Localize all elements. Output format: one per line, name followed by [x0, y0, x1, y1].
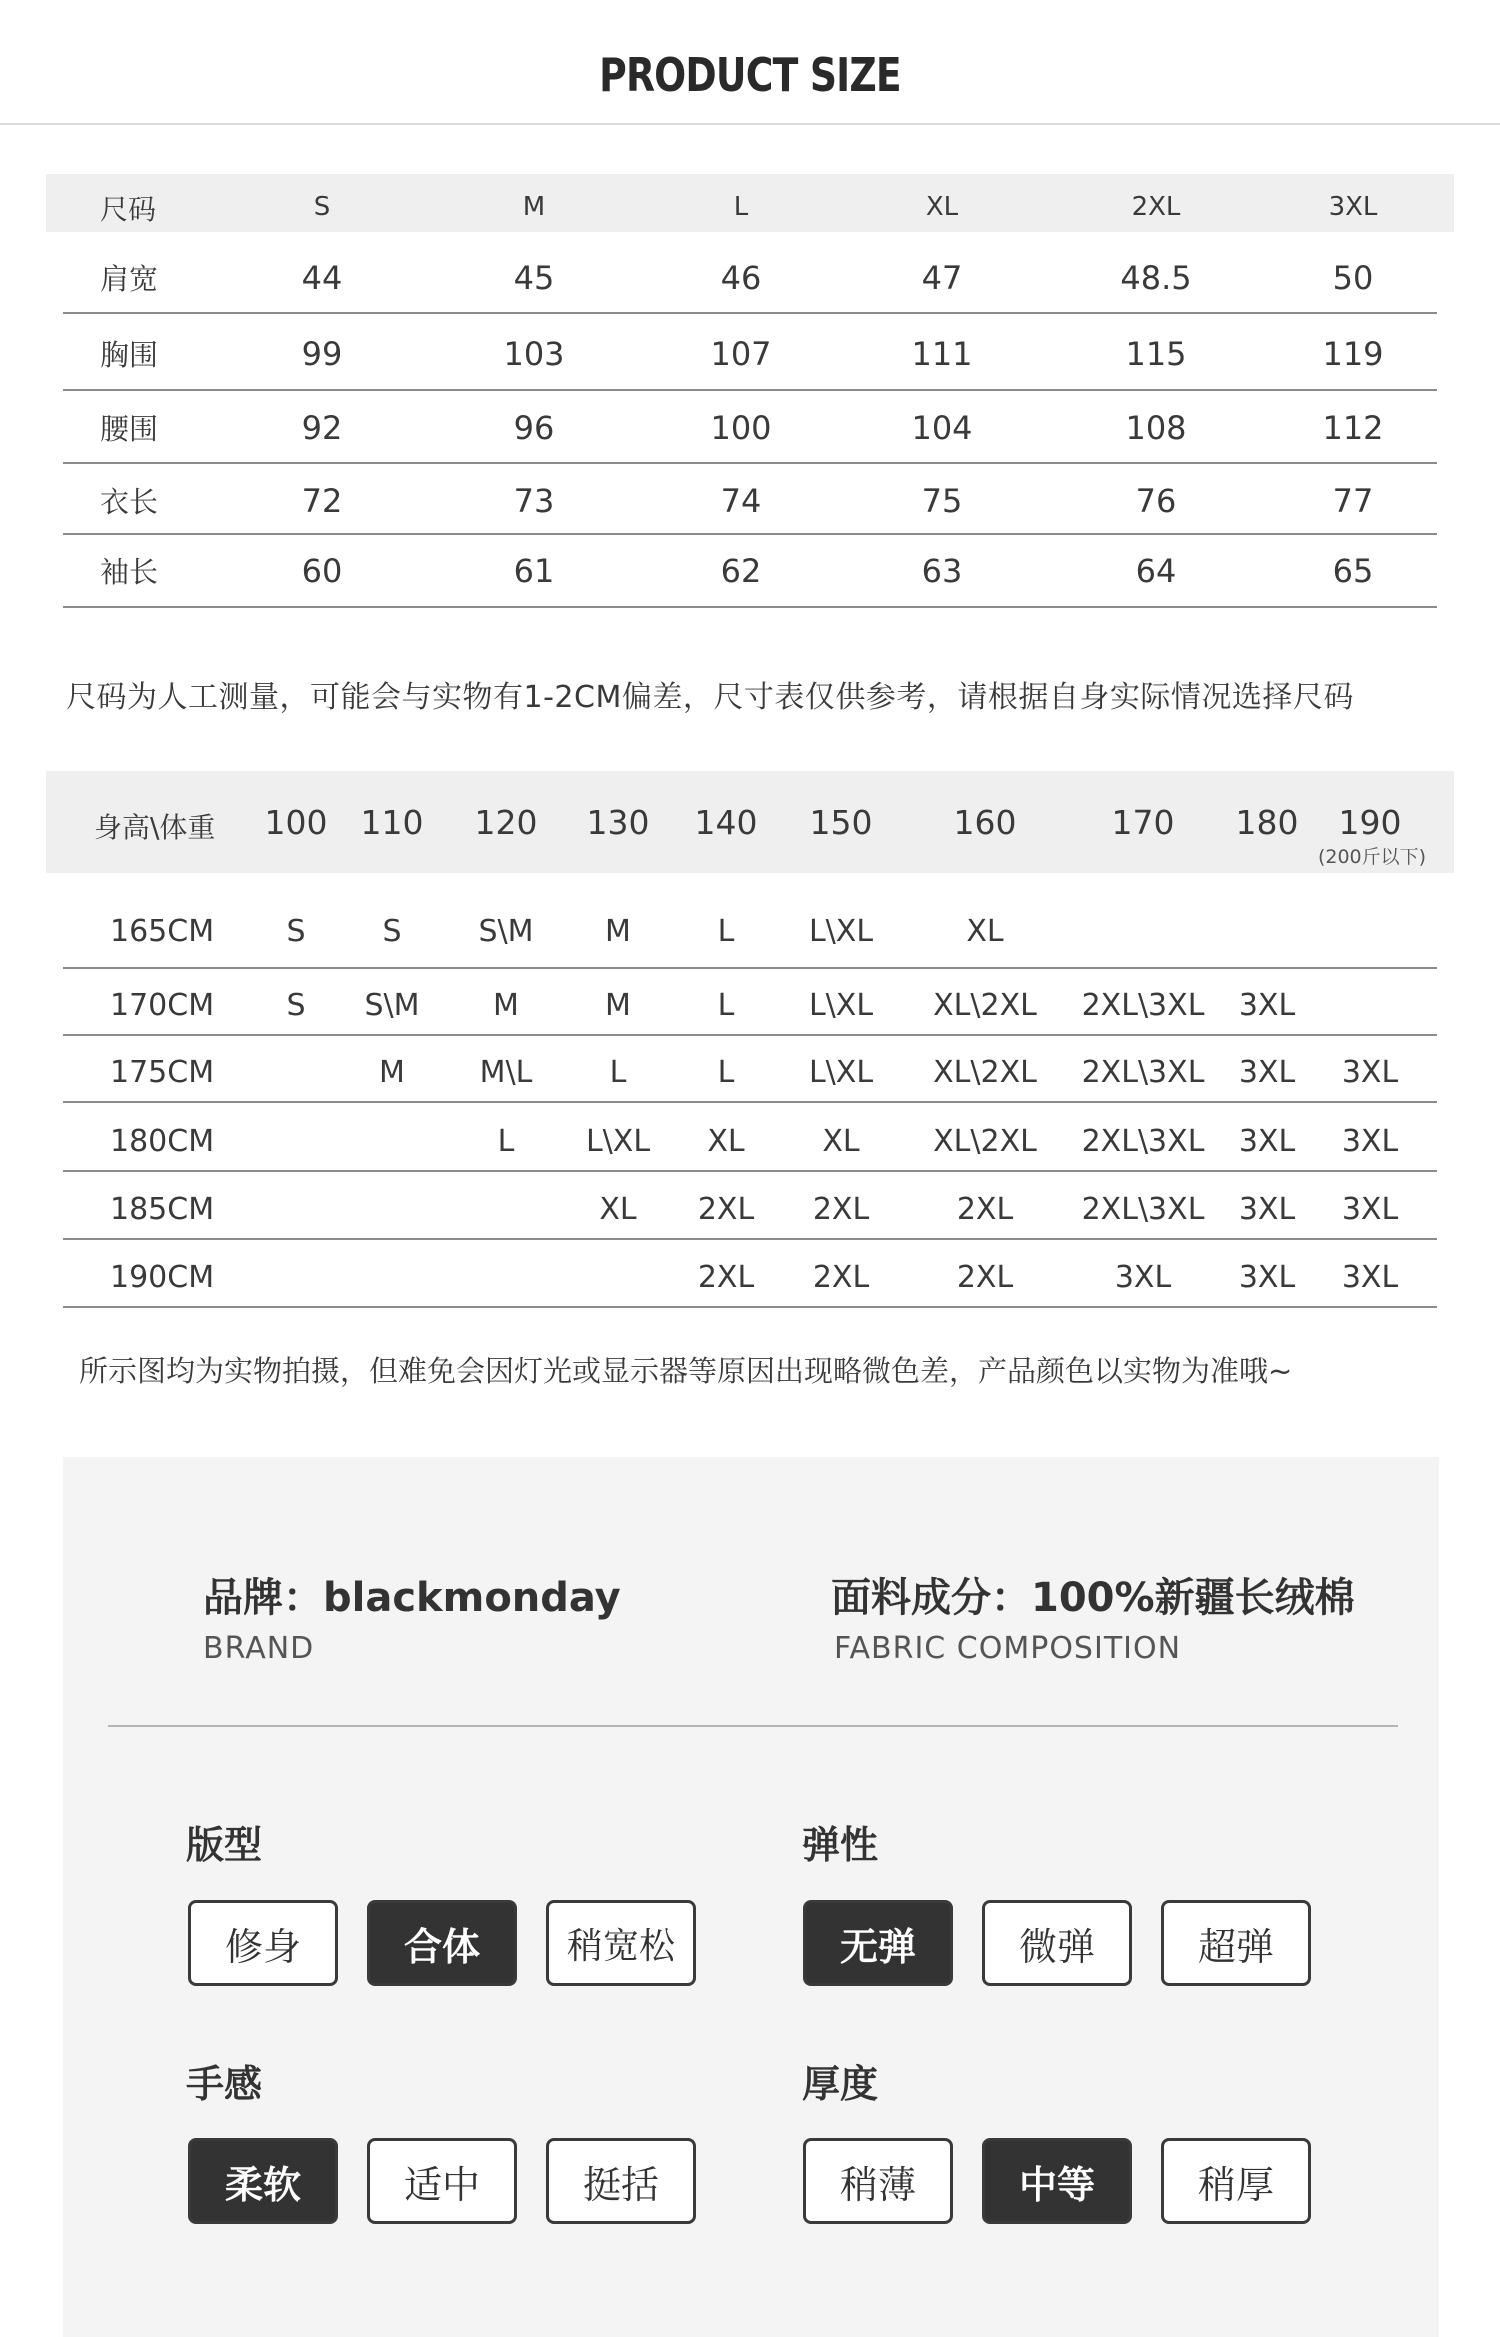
fit-size-cell: XL\2XL — [933, 1055, 1037, 1090]
fit-size-cell: L\XL — [808, 1055, 874, 1090]
weight-header-cell: 140 — [694, 803, 758, 842]
attribute-option-无弹: 无弹 — [803, 1900, 953, 1986]
attribute-option-稍厚: 稍厚 — [1161, 2138, 1311, 2224]
fit-size-cell: L\XL — [585, 1124, 651, 1159]
fit-size-cell: 2XL\3XL — [1081, 1192, 1205, 1227]
size-header-cell: M — [522, 192, 546, 222]
size-cell: 104 — [911, 409, 973, 447]
attribute-option-稍宽松: 稍宽松 — [546, 1900, 696, 1986]
size-cell: 100 — [710, 409, 772, 447]
fit-size-cell: 3XL — [1341, 1055, 1399, 1090]
fit-size-cell: M — [605, 988, 631, 1023]
fit-size-cell: 2XL\3XL — [1081, 1055, 1205, 1090]
size-cell: 96 — [513, 409, 555, 447]
size-cell: 61 — [513, 552, 555, 590]
weight-header-cell: 170 — [1111, 803, 1175, 842]
fit-size-cell: L — [609, 1055, 627, 1090]
attribute-option-修身: 修身 — [188, 1900, 338, 1986]
title-divider — [0, 123, 1500, 125]
size-cell: 48.5 — [1120, 259, 1192, 297]
height-row-label: 180CM — [110, 1124, 215, 1159]
fit-size-cell: 2XL — [812, 1192, 870, 1227]
size-row-label: 袖长 — [100, 555, 159, 589]
table-rule — [63, 967, 1437, 969]
size-cell: 99 — [301, 335, 343, 373]
size-cell: 63 — [921, 552, 963, 590]
table-rule — [63, 1306, 1437, 1308]
size-row-label: 肩宽 — [100, 262, 159, 296]
height-row-label: 190CM — [110, 1260, 215, 1295]
size-row-label: 衣长 — [100, 485, 159, 519]
fit-size-cell: 2XL\3XL — [1081, 1124, 1205, 1159]
fit-size-cell: S — [286, 988, 306, 1023]
table-rule — [63, 606, 1437, 608]
attribute-option-超弹: 超弹 — [1161, 1900, 1311, 1986]
table-rule — [63, 462, 1437, 464]
size-cell: 50 — [1332, 259, 1374, 297]
page-title: PRODUCT SIZE — [599, 48, 901, 102]
fit-size-cell: 3XL — [1114, 1260, 1172, 1295]
fit-size-cell: M — [379, 1055, 405, 1090]
size-cell: 92 — [301, 409, 343, 447]
table-rule — [63, 312, 1437, 314]
table-rule — [63, 1238, 1437, 1240]
height-row-label: 175CM — [110, 1055, 215, 1090]
size-cell: 75 — [921, 482, 963, 520]
fit-size-cell: M — [493, 988, 519, 1023]
attribute-option-挺括: 挺括 — [546, 2138, 696, 2224]
weight-header-cell: 150 — [809, 803, 873, 842]
fit-size-cell: XL — [599, 1192, 637, 1227]
fabric-en-label: FABRIC COMPOSITION — [834, 1631, 1182, 1666]
attribute-option-合体: 合体 — [367, 1900, 517, 1986]
table-rule — [63, 1101, 1437, 1103]
fit-size-cell: M\L — [479, 1055, 533, 1090]
height-row-label: 170CM — [110, 988, 215, 1023]
attribute-option-柔软: 柔软 — [188, 2138, 338, 2224]
fit-size-cell: 3XL — [1238, 1124, 1296, 1159]
info-divider — [108, 1725, 1398, 1727]
photo-note: 所示图均为实物拍摄，但难免会因灯光或显示器等原因出现略微色差，产品颜色以实物为准哦~ — [79, 1354, 1293, 1388]
fit-size-cell: 3XL — [1341, 1124, 1399, 1159]
size-cell: 115 — [1125, 335, 1187, 373]
fit-size-cell: S\M — [478, 914, 534, 949]
fit-size-cell: L — [717, 988, 735, 1023]
table-rule — [63, 389, 1437, 391]
size-table-header — [46, 174, 1454, 232]
fit-size-cell: L\XL — [808, 988, 874, 1023]
weight-header-cell: 130 — [586, 803, 650, 842]
fit-size-cell: M — [605, 914, 631, 949]
weight-header-cell: 190 — [1338, 803, 1402, 842]
attribute-option-微弹: 微弹 — [982, 1900, 1132, 1986]
fit-size-cell: 3XL — [1341, 1260, 1399, 1295]
size-cell: 72 — [301, 482, 343, 520]
fit-size-cell: XL — [822, 1124, 860, 1159]
size-header-cell: XL — [925, 192, 959, 222]
fit-size-cell: S\M — [364, 988, 420, 1023]
fit-size-cell: 2XL — [956, 1192, 1014, 1227]
attribute-title: 手感 — [186, 2062, 263, 2106]
attribute-title: 弹性 — [802, 1823, 879, 1867]
size-table-corner: 尺码 — [100, 193, 157, 226]
size-header-cell: 2XL — [1131, 192, 1181, 222]
fit-size-cell: 3XL — [1341, 1192, 1399, 1227]
fit-size-cell: XL\2XL — [933, 988, 1037, 1023]
attribute-title: 版型 — [186, 1823, 263, 1867]
size-cell: 65 — [1332, 552, 1374, 590]
size-cell: 44 — [301, 259, 343, 297]
size-header-cell: 3XL — [1328, 192, 1378, 222]
attribute-option-稍薄: 稍薄 — [803, 2138, 953, 2224]
fit-size-cell: L — [717, 914, 735, 949]
size-cell: 77 — [1332, 482, 1374, 520]
fit-size-cell: 3XL — [1238, 988, 1296, 1023]
size-header-cell: S — [313, 192, 331, 222]
size-cell: 76 — [1135, 482, 1177, 520]
size-cell: 119 — [1322, 335, 1384, 373]
size-cell: 103 — [503, 335, 565, 373]
size-cell: 45 — [513, 259, 555, 297]
fit-size-cell: S — [286, 914, 306, 949]
size-cell: 62 — [720, 552, 762, 590]
fit-size-cell: 2XL\3XL — [1081, 988, 1205, 1023]
fit-size-cell: 3XL — [1238, 1055, 1296, 1090]
fit-size-cell: XL\2XL — [933, 1124, 1037, 1159]
weight-header-cell: 180 — [1235, 803, 1299, 842]
size-cell: 112 — [1322, 409, 1384, 447]
fit-size-cell: 3XL — [1238, 1192, 1296, 1227]
table-rule — [63, 1034, 1437, 1036]
attribute-option-中等: 中等 — [982, 2138, 1132, 2224]
weight-header-cell: 110 — [360, 803, 424, 842]
weight-header-cell: 160 — [953, 803, 1017, 842]
size-cell: 60 — [301, 552, 343, 590]
brand-en-label: BRAND — [203, 1631, 315, 1666]
size-cell: 107 — [710, 335, 772, 373]
size-cell: 73 — [513, 482, 555, 520]
table-rule — [63, 533, 1437, 535]
size-cell: 46 — [720, 259, 762, 297]
fabric-label: 面料成分：100%新疆长绒棉 — [831, 1575, 1355, 1621]
attribute-option-适中: 适中 — [367, 2138, 517, 2224]
weight-note: (200斤以下) — [1317, 846, 1427, 868]
weight-header-cell: 100 — [264, 803, 328, 842]
fit-size-cell: XL — [707, 1124, 745, 1159]
size-row-label: 胸围 — [100, 338, 159, 372]
fit-size-cell: 2XL — [812, 1260, 870, 1295]
fit-size-cell: 3XL — [1238, 1260, 1296, 1295]
fit-size-cell: 2XL — [697, 1260, 755, 1295]
fit-size-cell: 2XL — [956, 1260, 1014, 1295]
fit-table-corner: 身高\体重 — [94, 811, 216, 844]
size-row-label: 腰围 — [100, 412, 159, 446]
fit-size-cell: S — [382, 914, 402, 949]
fit-size-cell: L — [717, 1055, 735, 1090]
size-cell: 64 — [1135, 552, 1177, 590]
attribute-title: 厚度 — [802, 2062, 879, 2106]
fit-size-cell: L — [497, 1124, 515, 1159]
height-row-label: 165CM — [110, 914, 215, 949]
weight-header-cell: 120 — [474, 803, 538, 842]
height-row-label: 185CM — [110, 1192, 215, 1227]
table-rule — [63, 1170, 1437, 1172]
size-cell: 111 — [911, 335, 973, 373]
size-header-cell: L — [733, 192, 749, 222]
size-cell: 74 — [720, 482, 762, 520]
size-cell: 47 — [921, 259, 963, 297]
brand-label: 品牌：blackmonday — [203, 1575, 621, 1621]
size-cell: 108 — [1125, 409, 1187, 447]
fit-size-cell: 2XL — [697, 1192, 755, 1227]
size-note: 尺码为人工测量，可能会与实物有1-2CM偏差，尺寸表仅供参考，请根据自身实际情况选择尺码 — [66, 680, 1354, 715]
fit-size-cell: XL — [966, 914, 1004, 949]
fit-size-cell: L\XL — [808, 914, 874, 949]
